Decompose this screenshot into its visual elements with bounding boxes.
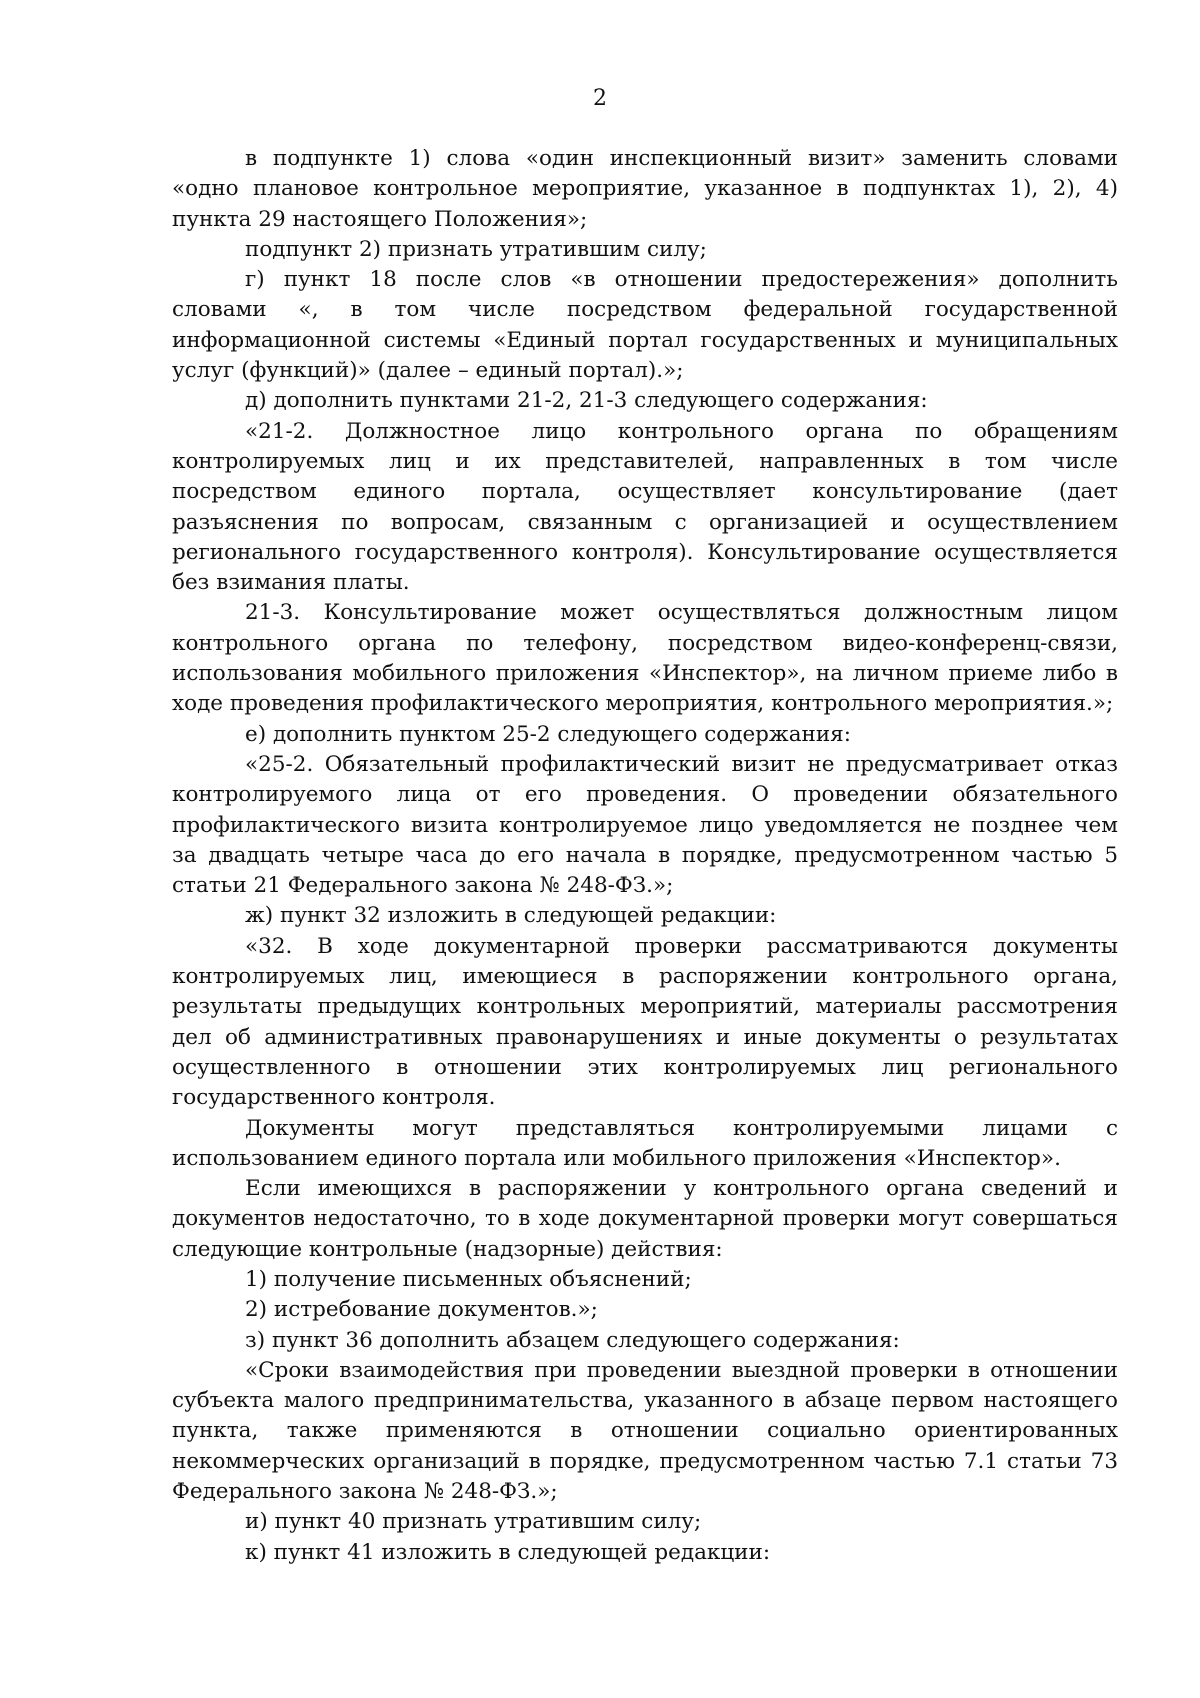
paragraph: и) пункт 40 признать утратившим силу; xyxy=(245,1509,702,1535)
paragraph: «32. В ходе документарной проверки рассматриваются документы контролируемых лиц, имеющиеся в распоряжении контрольного органа, результаты предыдущих контрольных мероприятий, материалы рассмотрения дел об административных правонарушениях и иные документы о результатах осуществленного в отношении этих контролируемых лиц регионального государственного контроля. xyxy=(172,933,1118,1111)
paragraph: Документы могут представляться контролируемыми лицами с использованием единого портала или мобильного приложения «Инспектор». xyxy=(172,1115,1118,1171)
paragraph: «25-2. Обязательный профилактический визит не предусматривает отказ контролируемого лица от его проведения. О проведении обязательного профилактического визита контролируемое лицо уведомляется не позднее чем за двадцать четыре часа до его начала в порядке, предусмотренном частью 5 статьи 21 Федерального закона № 248-ФЗ.»; xyxy=(172,751,1118,899)
paragraph: 21-3. Консультирование может осуществляться должностным лицом контрольного органа по телефону, посредством видео-конференц-связи, использования мобильного приложения «Инспектор», на личном приеме либо в ходе проведения профилактического мероприятия, контрольного мероприятия.»; xyxy=(172,600,1118,717)
paragraph: 2) истребование документов.»; xyxy=(245,1297,598,1323)
paragraph: е) дополнить пунктом 25-2 следующего содержания: xyxy=(245,721,851,747)
paragraph: ж) пункт 32 изложить в следующей редакции: xyxy=(245,903,777,929)
page-number: 2 xyxy=(593,86,607,111)
paragraph: подпункт 2) признать утратившим силу; xyxy=(245,236,707,262)
document-body xyxy=(172,144,1118,1568)
paragraph: в подпункте 1) слова «один инспекционный визит» заменить словами «одно плановое контрольное мероприятие, указанное в подпунктах 1), 2), 4) пункта 29 настоящего Положения»; xyxy=(172,146,1118,232)
paragraph: «Сроки взаимодействия при проведении выездной проверки в отношении субъекта малого предпринимательства, указанного в абзаце первом настоящего пункта, также применяются в отношении социально ориентированных некоммерческих организаций в порядке, предусмотренном частью 7.1 статьи 73 Федерального закона № 248-ФЗ.»; xyxy=(172,1357,1118,1505)
paragraph: 1) получение письменных объяснений; xyxy=(245,1266,692,1292)
paragraph: г) пункт 18 после слов «в отношении предостережения» дополнить словами «, в том числе посредством федеральной государственной информационной системы «Единый портал государственных и муниципальных услуг (функций)» (далее – единый портал).»; xyxy=(172,267,1118,384)
paragraph: з) пункт 36 дополнить абзацем следующего содержания: xyxy=(245,1327,900,1353)
paragraph: к) пункт 41 изложить в следующей редакции: xyxy=(245,1539,771,1565)
paragraph: Если имеющихся в распоряжении у контрольного органа сведений и документов недостаточно, то в ходе документарной проверки могут совершаться следующие контрольные (надзорные) действия: xyxy=(172,1176,1118,1262)
paragraph: «21-2. Должностное лицо контрольного органа по обращениям контролируемых лиц и их представителей, направленных в том числе посредством единого портала, осуществляет консультирование (дает разъяснения по вопросам, связанным с организацией и осуществлением регионального государственного контроля). Консультирование осуществляется без взимания платы. xyxy=(172,418,1118,596)
paragraph: д) дополнить пунктами 21-2, 21-3 следующего содержания: xyxy=(245,388,928,414)
